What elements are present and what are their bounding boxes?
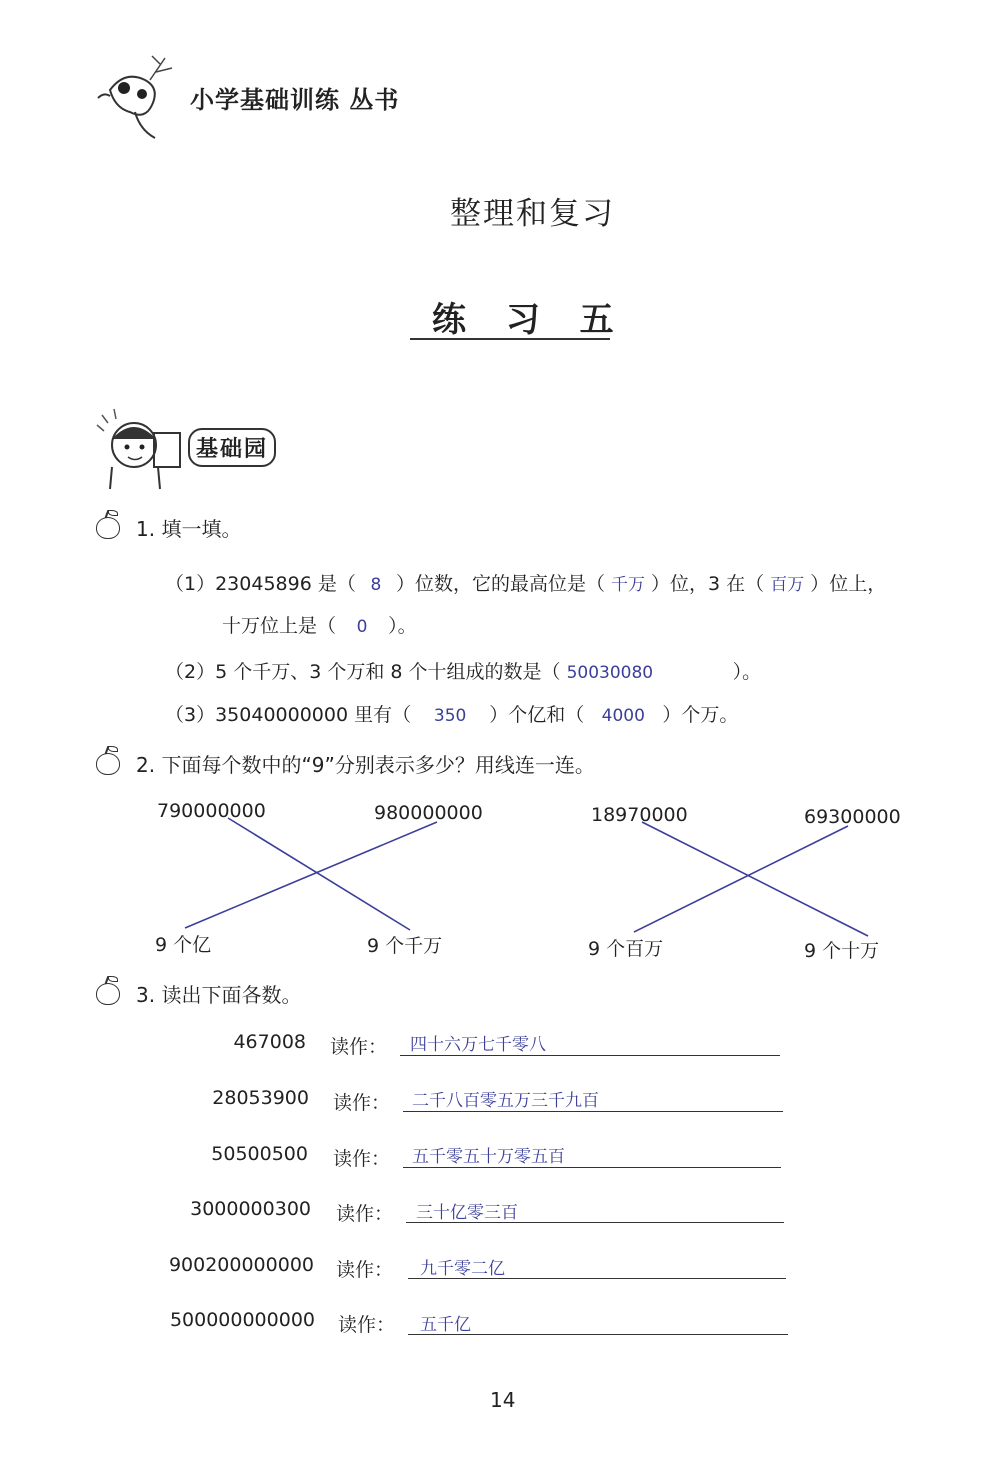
q1-item-1-text-a: （1）23045896 是（ bbox=[165, 573, 356, 595]
q2-label-4: 9 个十万 bbox=[804, 940, 880, 962]
q1-answer-4[interactable]: 0 bbox=[356, 617, 368, 637]
q3-row-6-line bbox=[408, 1334, 788, 1335]
q3-row-2-number: 28053900 bbox=[212, 1087, 309, 1109]
q3-row-1-number: 467008 bbox=[233, 1031, 306, 1053]
match-line-1 bbox=[228, 818, 410, 930]
q3-row-3-number: 50500500 bbox=[211, 1143, 308, 1165]
q1-answer-3[interactable]: 百万 bbox=[770, 575, 805, 595]
chapter-title: 整理和复习 bbox=[450, 196, 615, 232]
q2-label-2: 9 个千万 bbox=[367, 935, 443, 957]
q3-row-2-answer[interactable]: 二千八百零五万三千九百 bbox=[412, 1091, 599, 1111]
apple-icon bbox=[96, 983, 120, 1005]
q3-row-6-label: 读作： bbox=[338, 1314, 396, 1336]
q2-number-4: 69300000 bbox=[804, 806, 901, 828]
question-3-title: 3. 读出下面各数。 bbox=[136, 983, 302, 1007]
match-line-2 bbox=[185, 822, 437, 928]
section-badge-label: 基础园 bbox=[196, 437, 269, 462]
q1-answer-6[interactable]: 350 bbox=[433, 706, 467, 726]
q2-number-1: 790000000 bbox=[157, 800, 266, 822]
q1-item-3-text-a: （3）35040000000 里有（ bbox=[165, 704, 412, 726]
q1-item-1-text-f: ）。 bbox=[388, 615, 417, 637]
q2-label-3: 9 个百万 bbox=[588, 938, 664, 960]
q3-row-4-answer[interactable]: 三十亿零三百 bbox=[416, 1203, 518, 1223]
q2-label-1: 9 个亿 bbox=[155, 934, 212, 956]
q1-answer-1[interactable]: 8 bbox=[370, 575, 382, 595]
match-line-4 bbox=[634, 826, 848, 932]
q1-item-2-text-b: ）。 bbox=[732, 661, 762, 683]
q3-row-4-number: 3000000300 bbox=[190, 1198, 311, 1220]
q1-answer-5[interactable]: 50030080 bbox=[566, 663, 654, 683]
q3-row-1-answer[interactable]: 四十六万七千零八 bbox=[410, 1035, 546, 1055]
q3-row-6-answer[interactable]: 五千亿 bbox=[420, 1315, 471, 1335]
q3-row-3-label: 读作： bbox=[333, 1148, 391, 1170]
q1-item-1-text-d: ）位上， bbox=[810, 573, 887, 595]
q1-item-3-text-b: ）个亿和（ bbox=[489, 704, 585, 726]
q3-row-2-label: 读作： bbox=[333, 1092, 391, 1114]
q1-item-1-text-b: ）位数，它的最高位是（ bbox=[395, 573, 605, 595]
q2-number-3: 18970000 bbox=[591, 804, 688, 826]
q1-item-2-text-a: （2）5 个千万、3 个万和 8 个十组成的数是（ bbox=[165, 661, 561, 683]
q3-row-6-number: 500000000000 bbox=[169, 1309, 315, 1331]
q2-number-2: 980000000 bbox=[374, 802, 483, 824]
q3-row-3-answer[interactable]: 五千零五十万零五百 bbox=[412, 1147, 565, 1167]
page-number: 14 bbox=[490, 1388, 516, 1412]
q1-item-3-text-c: ）个万。 bbox=[662, 704, 739, 726]
exercise-title: 练 习 五 bbox=[432, 300, 628, 340]
question-2-title: 2. 下面每个数中的“9”分别表示多少？用线连一连。 bbox=[136, 753, 595, 777]
q3-row-2-line bbox=[403, 1111, 783, 1112]
q3-row-4-line bbox=[406, 1222, 784, 1223]
q1-item-1-text-c: ）位，3 在（ bbox=[651, 573, 765, 595]
q1-answer-2[interactable]: 千万 bbox=[611, 575, 645, 595]
q3-row-4-label: 读作： bbox=[336, 1203, 394, 1225]
series-title: 小学基础训练 丛书 bbox=[190, 86, 400, 114]
q1-item-1-text-e: 十万位上是（ bbox=[222, 615, 337, 637]
match-line-3 bbox=[642, 822, 868, 936]
q3-row-5-answer[interactable]: 九千零二亿 bbox=[420, 1259, 505, 1279]
question-1-title: 1. 填一填。 bbox=[136, 517, 242, 541]
q3-row-3-line bbox=[403, 1167, 781, 1168]
q1-answer-7[interactable]: 4000 bbox=[601, 706, 645, 726]
q3-row-5-number: 900200000000 bbox=[168, 1254, 314, 1276]
q3-row-5-line bbox=[408, 1278, 786, 1279]
q3-row-1-label: 读作： bbox=[330, 1036, 388, 1058]
q3-row-1-line bbox=[400, 1055, 780, 1056]
q3-row-5-label: 读作： bbox=[336, 1259, 394, 1281]
